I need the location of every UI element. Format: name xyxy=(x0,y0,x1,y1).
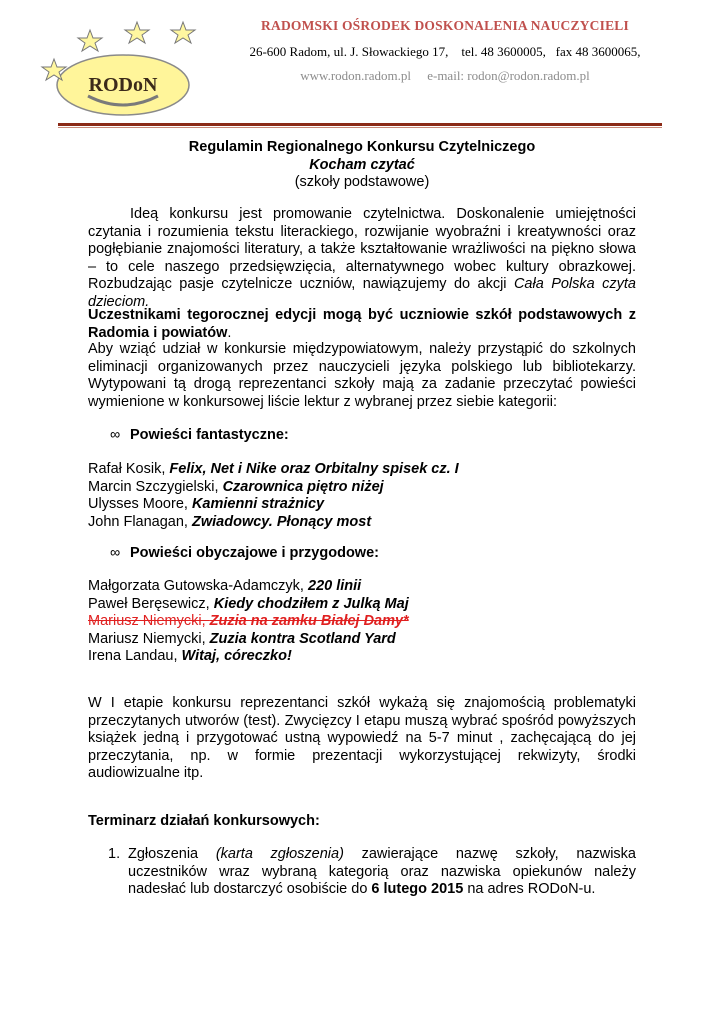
participants-statement: Uczestnikami tegorocznej edycji mogą być uczniowie szkół podstawowych z Radomia i powiatów. xyxy=(88,307,636,341)
schedule-list xyxy=(108,846,636,899)
list-item: Ulysses Moore, Kamienni strażnicy xyxy=(88,496,325,513)
bullet-icon: ∞ xyxy=(110,427,121,443)
bullet-icon: ∞ xyxy=(110,545,121,561)
logo-text: RODoN xyxy=(88,74,158,96)
list-item: John Flanagan, Zwiadowcy. Płonący most xyxy=(88,513,372,530)
list-item-struck: Mariusz Niemycki, Zuzia na zamku Białej Damy* xyxy=(88,613,409,630)
header-web-email: www.rodon.radom.pl e-mail: rodon@rodon.radom.pl xyxy=(300,68,590,83)
list-item: Paweł Beręsewicz, Kiedy chodziłem z Julką Maj xyxy=(88,595,409,612)
contest-name: Kocham czytać xyxy=(309,157,415,173)
header-rule-thin xyxy=(58,127,662,128)
intro-paragraph: Ideą konkursu jest promowanie czytelnictwa. Doskonalenie umiejętności czytania i rozumienia tekstu literackiego, rozwijanie wyobraźni i kreatywności oraz pogłębianie znajomości literatury, a także kształtowanie wrażliwości na piękno słowa – to cele naszego przedsięwzięcia, alternatywnego wobec kultury obrazkowej. Rozbudzając pasje czytelnicze uczniów, nawiązujemy do akcji Cała Polska czyta dzieciom. xyxy=(88,206,636,310)
list-item: Mariusz Niemycki, Zuzia kontra Scotland Yard xyxy=(88,630,396,647)
rodon-logo xyxy=(40,18,210,123)
list-item: Małgorzata Gutowska-Adamczyk, 220 linii xyxy=(88,578,362,594)
book-list-adventure xyxy=(88,578,409,666)
list-item: Marcin Szczygielski, Czarownica piętro niżej xyxy=(88,478,384,495)
category-heading-fantasy: ∞ Powieści fantastyczne: xyxy=(110,427,289,443)
category-heading-adventure: ∞ Powieści obyczajowe i przygodowe: xyxy=(110,545,379,561)
eliminations-paragraph: Aby wziąć udział w konkursie międzypowiatowym, należy przystąpić do szkolnych eliminacji organizowanych przez nauczycieli języka polskiego lub bibliotekarzy. Wytypowani tą drogą reprezentanci szkoły mają za zadanie przeczytać powieści wymienione w konkursowej liście lektur z wybranej przez siebie kategorii: xyxy=(88,341,636,410)
stage1-paragraph: W I etapie konkursu reprezentanci szkół wykażą się znajomością problematyki przeczytanych utworów (test). Zwycięzcy I etapu muszą wybrać spośród powyższych książek jedną i przygotować ustną wypowiedź na 5-7 minut , zachęcającą do jej przeczytania, np. w formie prezentacji wykorzystującej rekwizyty, środki audiowizualne itp. xyxy=(88,695,636,782)
header-rule xyxy=(58,123,662,126)
list-item: Irena Landau, Witaj, córeczko! xyxy=(88,648,292,665)
campaign-name: Cała Polska czyta dzieciom. xyxy=(88,276,636,310)
star-icon xyxy=(125,22,149,43)
schedule-heading: Terminarz działań konkursowych: xyxy=(88,813,320,829)
list-number: 1. xyxy=(108,846,121,862)
header-address: 26-600 Radom, ul. J. Słowackiego 17, tel. 48 3600005, fax 48 3600065, xyxy=(249,44,641,59)
header-org-name: RADOMSKI OŚRODEK DOSKONALENIA NAUCZYCIELI xyxy=(261,18,629,33)
star-icon xyxy=(78,30,102,51)
deadline-date: 6 lutego 2015 xyxy=(371,881,464,898)
list-item: Rafał Kosik, Felix, Net i Nike oraz Orbitalny spisek cz. I xyxy=(88,461,459,477)
schedule-item-1: Zgłoszenia (karta zgłoszenia) zawierające nazwę szkoły, nazwiska uczestników wraz wybraną kategorią oraz nazwiska opiekunów należy nadesłać lub dostarczyć osobiście do 6 lutego 2015 na adres RODoN-u. xyxy=(128,846,636,898)
document-title: Regulamin Regionalnego Konkursu Czytelniczego xyxy=(188,139,536,155)
contest-scope: (szkoły podstawowe) xyxy=(294,174,430,190)
star-icon xyxy=(171,22,195,43)
book-list-fantasy xyxy=(88,461,459,531)
